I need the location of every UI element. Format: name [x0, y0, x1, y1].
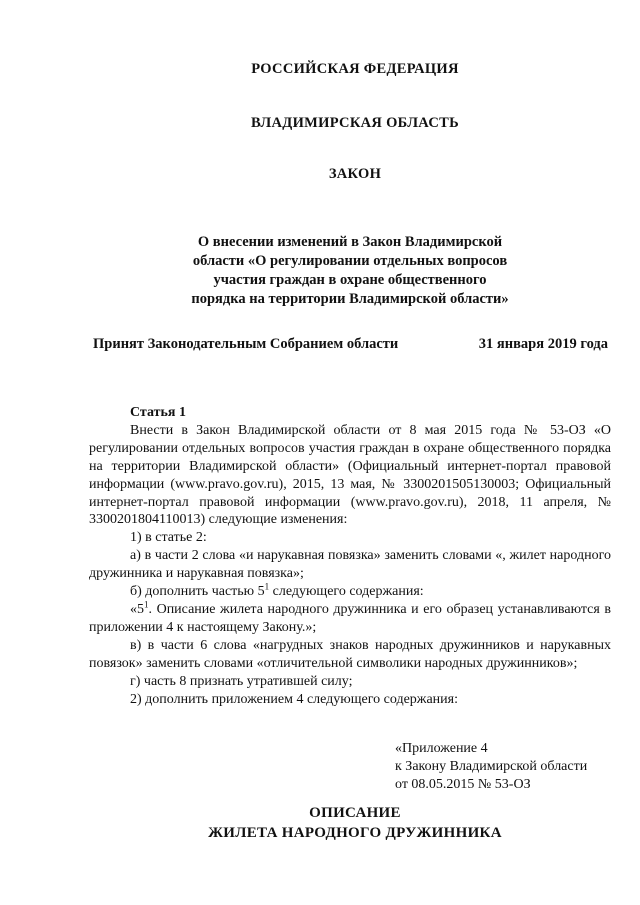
item-1b-text: следующего содержания: [269, 584, 424, 600]
article-heading: Статья 1 [130, 405, 186, 420]
item-1a: а) в части 2 слова «и нарукавная повязка» заменить словами «, жилет народного дружинника и нарукавная повязка»; [89, 548, 611, 582]
superscript: 1 [264, 581, 270, 592]
article-body [89, 404, 611, 708]
item-1v: в) в части 6 слова «нагрудных знаков народных дружинников и нарукавных повязок» заменить словами «отличительной символики народных дружинников»; [89, 637, 611, 671]
document-type-heading: ЗАКОН [328, 166, 382, 182]
adoption-label: Принят Законодательным Собранием области [93, 336, 399, 352]
item-1g: г) часть 8 признать утратившей силу; [130, 673, 353, 689]
country-heading: РОССИЙСКАЯ ФЕДЕРАЦИЯ [251, 61, 459, 77]
appendix-line: от 08.05.2015 № 53-ОЗ [395, 776, 531, 792]
adoption-date: 31 января 2019 года [478, 336, 608, 352]
subtitle-line: области «О регулировании отдельных вопросов [192, 253, 508, 269]
item-2: 2) дополнить приложением 4 следующего содержания: [130, 691, 458, 707]
subtitle-line: участия граждан в охране общественного [213, 272, 487, 288]
item-1b-quote [89, 601, 611, 637]
item-1: 1) в статье 2: [130, 530, 207, 546]
item-1b-text: б) дополнить частью 5 [130, 584, 265, 600]
appendix-line: «Приложение 4 [395, 741, 488, 756]
superscript: 1 [144, 599, 149, 610]
quote-text: «5 [130, 601, 144, 617]
appendix-line: к Закону Владимирской области [395, 758, 588, 774]
subtitle-line: О внесении изменений в Закон Владимирской [197, 234, 503, 250]
region-heading: ВЛАДИМИРСКАЯ ОБЛАСТЬ [251, 115, 459, 131]
subtitle-line: порядка на территории Владимирской области» [191, 291, 509, 307]
appendix-reference [395, 740, 587, 794]
article-intro: Внести в Закон Владимирской области от 8 мая 2015 года № 53-ОЗ «О регулировании отдельных вопросов участия граждан в охране общественного порядка на территории Владимирской области» (Официальный интернет-портал правовой информации (www.pravo.gov.ru), 2015, 13 мая, № 3300201505130003; Официальный интернет-портал правовой информации (www.pravo.gov.ru), 2018, 11 апреля, № 3300201804110013) следующие изменения: [89, 422, 611, 528]
quote-text: . Описание жилета народного дружинника и его образец устанавливаются в приложении 4 к настоящему Закону.»; [89, 601, 611, 635]
adoption-line [93, 336, 608, 353]
item-1b [89, 583, 611, 601]
description-subheading: ЖИЛЕТА НАРОДНОГО ДРУЖИННИКА [208, 825, 502, 841]
law-subtitle [180, 233, 520, 309]
description-heading: ОПИСАНИЕ [309, 805, 401, 821]
